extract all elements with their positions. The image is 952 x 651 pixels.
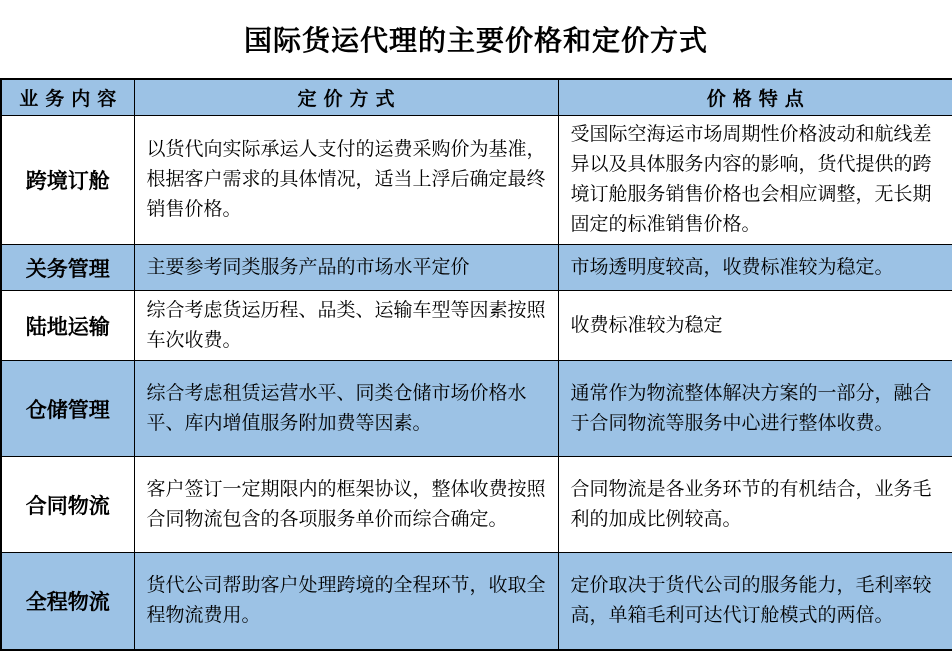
price-feature-cell: 市场透明度较高，收费标准较为稳定。 [558, 245, 952, 291]
page-title: 国际货运代理的主要价格和定价方式 [243, 25, 708, 56]
pricing-method-cell: 综合考虑租赁运营水平、同类仓储市场价格水平、库内增值服务附加费等因素。 [134, 361, 558, 457]
pricing-method-cell: 客户签订一定期限内的框架协议，整体收费按照合同物流包含的各项服务单价而综合确定。 [134, 457, 558, 553]
table-row [1, 457, 952, 553]
price-feature-cell: 定价取决于货代公司的服务能力，毛利率较高，单箱毛利可达代订舱模式的两倍。 [558, 553, 952, 650]
table-header-row [1, 79, 952, 116]
row-label: 陆地运输 [1, 291, 134, 361]
price-feature-cell: 通常作为物流整体解决方案的一部分，融合于合同物流等服务中心进行整体收费。 [558, 361, 952, 457]
pricing-method-cell: 货代公司帮助客户处理跨境的全程环节，收取全程物流费用。 [134, 553, 558, 650]
table-row [1, 291, 952, 361]
table-row [1, 245, 952, 291]
row-label: 全程物流 [1, 553, 134, 650]
title-bar [0, 0, 952, 78]
header-cell-price-feature: 价格特点 [558, 79, 952, 116]
pricing-method-cell: 主要参考同类服务产品的市场水平定价 [134, 245, 558, 291]
row-label: 仓储管理 [1, 361, 134, 457]
table-row [1, 361, 952, 457]
header-cell-business-content: 业务内容 [1, 79, 134, 116]
price-feature-cell: 合同物流是各业务环节的有机结合，业务毛利的加成比例较高。 [558, 457, 952, 553]
price-feature-cell: 受国际空海运市场周期性价格波动和航线差异以及具体服务内容的影响，货代提供的跨境订舱服务销售价格也会相应调整，无长期固定的标准销售价格。 [558, 116, 952, 245]
row-label: 关务管理 [1, 245, 134, 291]
pricing-table [0, 78, 952, 651]
table-row [1, 553, 952, 650]
pricing-method-cell: 综合考虑货运历程、品类、运输车型等因素按照车次收费。 [134, 291, 558, 361]
row-label: 合同物流 [1, 457, 134, 553]
pricing-method-cell: 以货代向实际承运人支付的运费采购价为基准，根据客户需求的具体情况，适当上浮后确定最终销售价格。 [134, 116, 558, 245]
table-row [1, 116, 952, 245]
header-cell-pricing-method: 定价方式 [134, 79, 558, 116]
row-label: 跨境订舱 [1, 116, 134, 245]
price-feature-cell: 收费标准较为稳定 [558, 291, 952, 361]
